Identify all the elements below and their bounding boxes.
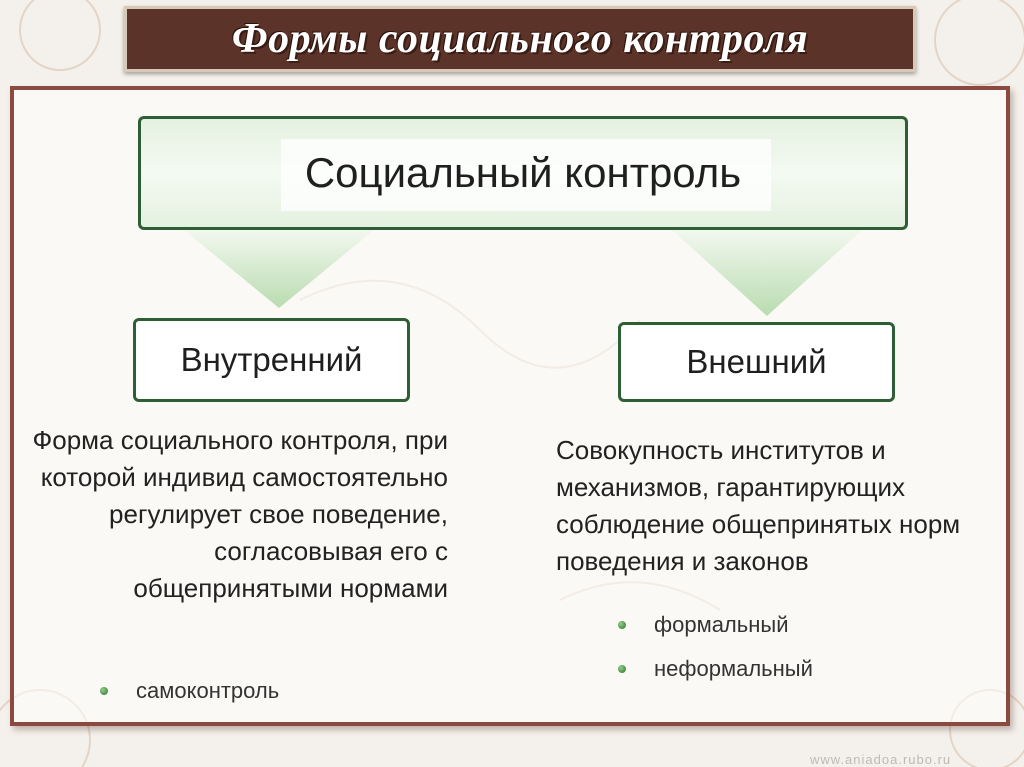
list-item-label: формальный: [654, 612, 789, 637]
list-item-formal: [618, 612, 788, 638]
bullet-icon: [618, 665, 626, 673]
bullet-icon: [618, 621, 626, 629]
list-item-self-control: [100, 678, 279, 704]
root-node-box: [138, 116, 908, 230]
list-item-label: неформальный: [654, 656, 813, 681]
root-node-label: Социальный контроль: [304, 149, 742, 196]
bullet-icon: [100, 687, 108, 695]
list-item-label: самоконтроль: [136, 678, 280, 703]
page-title: Формы социального контроля: [231, 16, 809, 62]
external-control-description: Совокупность институтов и механизмов, гарантирующих соблюдение общепринятых норм поведения и законов: [556, 435, 961, 576]
external-control-label: Внешний: [686, 343, 827, 380]
title-banner: [124, 6, 916, 72]
watermark: www.aniadoa.rubo.ru: [810, 752, 952, 767]
internal-control-box: [133, 318, 410, 402]
internal-control-label: Внутренний: [180, 341, 363, 378]
arrow-to-external: [672, 230, 862, 318]
external-control-box: [618, 322, 895, 402]
internal-control-description: Форма социального контроля, при которой индивид самостоятельно регулирует свое поведение, согласовывая его с общепринятыми нормами: [32, 425, 448, 603]
arrow-to-internal: [184, 230, 374, 310]
list-item-informal: [618, 656, 813, 682]
